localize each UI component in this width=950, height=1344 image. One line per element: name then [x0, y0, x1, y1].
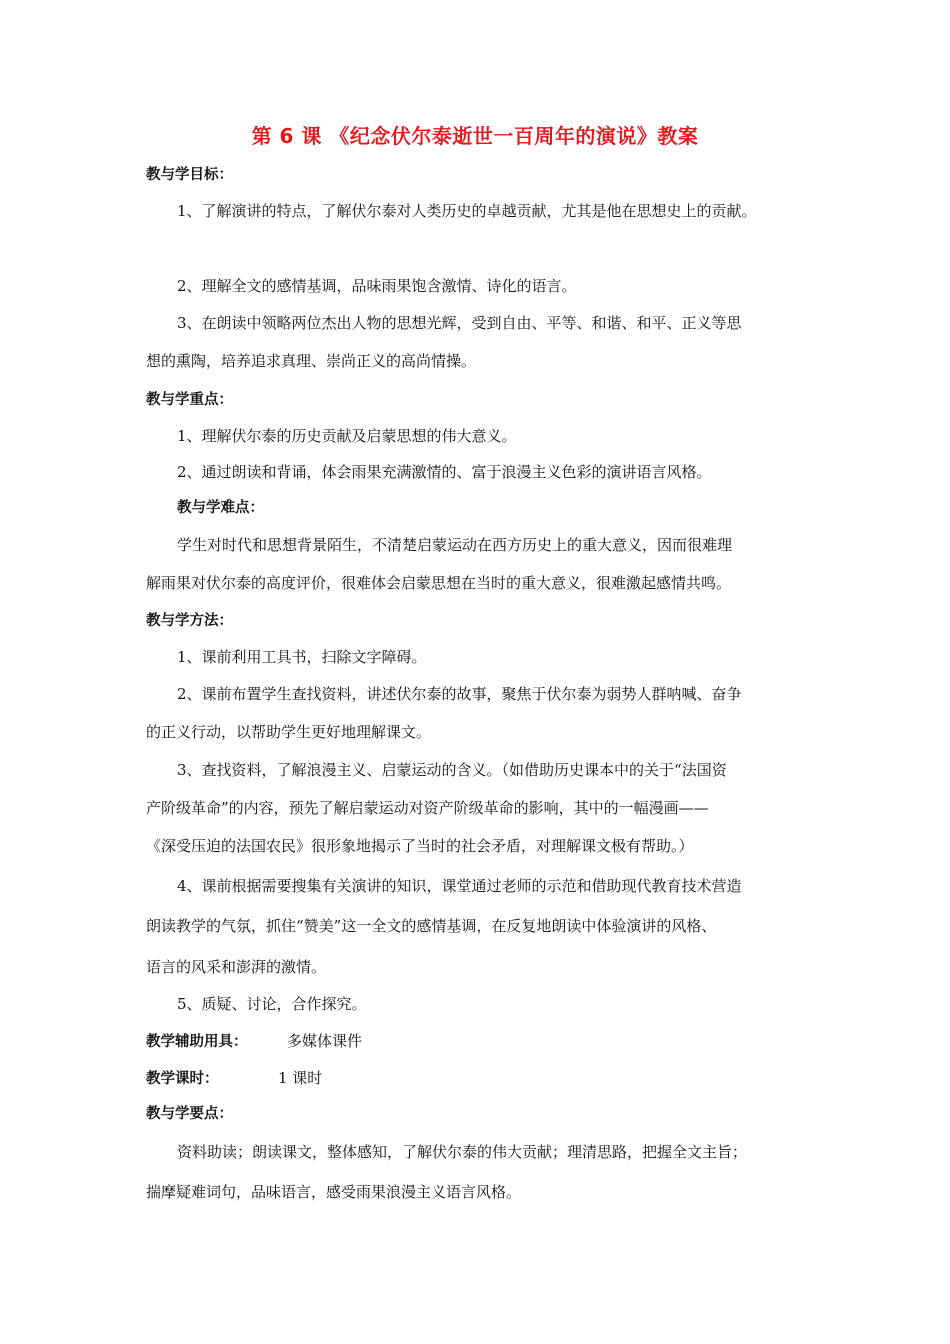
goals-line-3a: 3、在朗读中领略两位杰出人物的思想光辉，受到自由、平等、和谐、和平、正义等思: [177, 314, 742, 332]
tools-row: [146, 1029, 362, 1054]
hours-heading: 教学课时：: [146, 1071, 219, 1087]
method-line-3c: 《深受压迫的法国农民》很形象地揭示了当时的社会矛盾，对理解课文极有帮助。）: [146, 837, 694, 855]
goals-line-1: 1、了解演讲的特点，了解伏尔泰对人类历史的卓越贡献，尤其是他在思想史上的贡献。: [177, 202, 757, 220]
method-line-2b: 的正义行动，以帮助学生更好地理解课文。: [146, 723, 432, 741]
method-line-3b: 产阶级革命”的内容，预先了解启蒙运动对资产阶级革命的影响，其中的一幅漫画——: [146, 799, 709, 817]
points-line-2: 揣摩疑难词句，品味语言，感受雨果浪漫主义语言风格。: [146, 1183, 522, 1201]
tools-heading: 教学辅助用具：: [146, 1034, 248, 1050]
method-line-4a: 4、课前根据需要搜集有关演讲的知识，课堂通过老师的示范和借助现代教育技术营造: [177, 877, 742, 895]
key-heading: 教与学重点：: [146, 392, 233, 408]
difficult-line-1: 学生对时代和思想背景陌生，不清楚启蒙运动在西方历史上的重大意义，因而很难理: [177, 536, 733, 554]
document-title: 第 6 课 《纪念伏尔泰逝世一百周年的演说》教案: [251, 124, 699, 148]
points-heading: 教与学要点：: [146, 1106, 233, 1122]
method-line-2a: 2、课前布置学生查找资料，讲述伏尔泰的故事，聚焦于伏尔泰为弱势人群呐喊、奋争: [177, 685, 742, 703]
method-line-1: 1、课前利用工具书，扫除文字障碍。: [177, 648, 427, 666]
hours-row: [146, 1066, 322, 1091]
goals-line-2: 2、理解全文的感情基调，品味雨果饱含激情、诗化的语言。: [177, 277, 577, 295]
points-line-1: 资料助读；朗读课文，整体感知，了解伏尔泰的伟大贡献；理清思路，把握全文主旨；: [177, 1143, 748, 1161]
method-line-5: 5、质疑、讨论，合作探究。: [177, 995, 367, 1013]
hours-value: 1 课时: [278, 1069, 323, 1087]
method-line-3a: 3、查找资料，了解浪漫主义、启蒙运动的含义。（如借助历史课本中的关于“法国资: [177, 761, 727, 779]
key-line-2: 2、通过朗读和背诵，体会雨果充满激情的、富于浪漫主义色彩的演讲语言风格。: [177, 463, 712, 481]
difficult-heading: 教与学难点：: [177, 500, 264, 516]
tools-value: 多媒体课件: [287, 1032, 363, 1050]
goals-line-3b: 想的熏陶，培养追求真理、崇尚正义的高尚情操。: [146, 352, 477, 370]
difficult-line-2: 解雨果对伏尔泰的高度评价，很难体会启蒙思想在当时的重大意义，很难激起感情共鸣。: [146, 574, 732, 592]
key-line-1: 1、理解伏尔泰的历史贡献及启蒙思想的伟大意义。: [177, 427, 517, 445]
method-line-4b: 朗读教学的气氛，抓住“赞美”这一全文的感情基调，在反复地朗读中体验演讲的风格、: [146, 917, 717, 935]
method-line-4c: 语言的风采和澎湃的激情。: [146, 958, 327, 976]
goals-heading: 教与学目标：: [146, 167, 233, 183]
method-heading: 教与学方法：: [146, 613, 233, 629]
